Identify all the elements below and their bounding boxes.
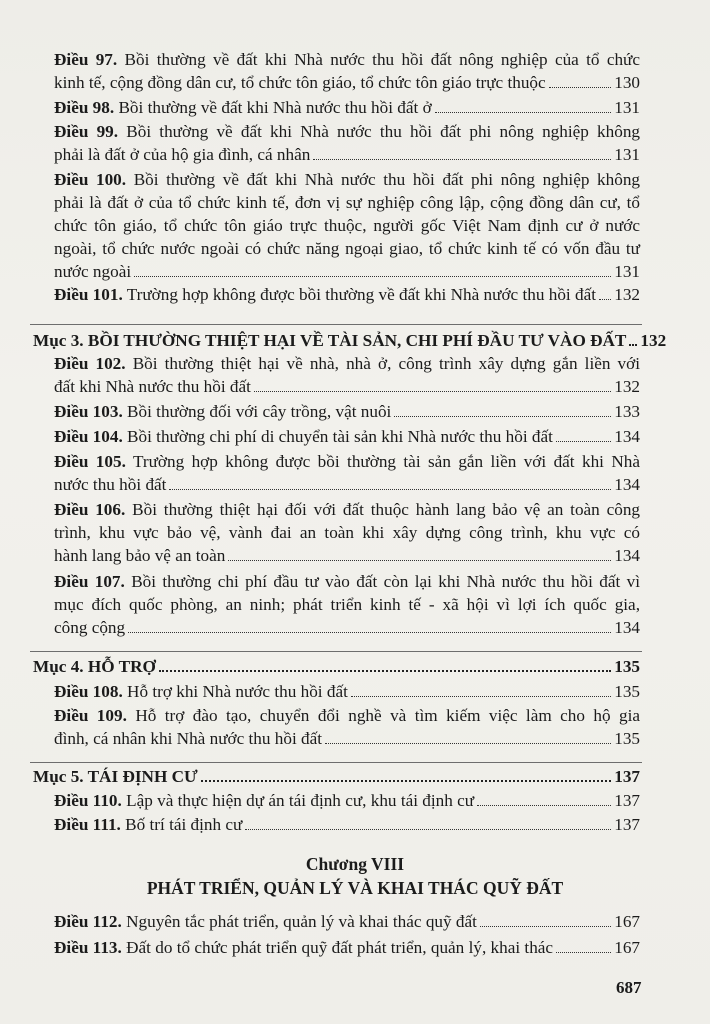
toc-entry-text: Hỗ trợ khi Nhà nước thu hồi đất xyxy=(127,682,348,701)
toc-entry-last-line xyxy=(54,616,640,639)
toc-entry-text: Bồi thường chi phí đầu tư vào đất còn lại khi Nhà nước thu hồi đất vì xyxy=(131,572,641,591)
section-divider xyxy=(30,651,642,652)
toc-entry-text-line xyxy=(54,521,640,544)
toc-page-ref: 167 xyxy=(614,938,640,957)
toc-entry-text: Bố trí tái định cư xyxy=(125,815,243,834)
toc-entry[interactable] xyxy=(54,936,640,959)
dot-leader xyxy=(480,911,611,927)
toc-entry-text-line xyxy=(54,570,640,593)
toc-entry-text: trình, khu vực bảo vệ, vành đai an toàn khi xây dựng công trình, khu vực có xyxy=(54,523,640,542)
toc-entry[interactable] xyxy=(54,910,640,933)
toc-entry-text: Bồi thường về đất khi Nhà nước thu hồi đất nông nghiệp của tổ chức xyxy=(124,50,641,69)
toc-entry-text: Đất do tổ chức phát triển quỹ đất phát triển, quản lý, khai thác xyxy=(126,938,554,957)
section-title: Mục 3. BỒI THƯỜNG THIỆT HẠI VỀ TÀI SẢN, CHI PHÍ ĐẦU TƯ VÀO ĐẤT xyxy=(33,331,627,350)
toc-entry-text-line xyxy=(54,237,640,260)
toc-page-ref: 130 xyxy=(614,73,640,92)
chapter-number: Chương VIII xyxy=(305,854,405,874)
section-divider xyxy=(30,762,642,763)
dot-leader xyxy=(435,97,612,113)
toc-entry-text-line xyxy=(54,168,640,191)
toc-entry[interactable] xyxy=(54,425,640,448)
article-number: Điều 108. xyxy=(54,682,123,701)
toc-page-ref: 137 xyxy=(614,815,640,834)
section-heading[interactable] xyxy=(33,655,640,678)
toc-entry-text: Lập và thực hiện dự án tái định cư, khu tái định cư xyxy=(126,791,475,810)
toc-entry[interactable] xyxy=(54,498,640,567)
toc-entry-text-line xyxy=(54,450,640,473)
toc-entry-last-line xyxy=(54,789,640,812)
toc-page-ref: 134 xyxy=(614,618,640,637)
section-heading[interactable] xyxy=(33,765,640,788)
toc-page-ref: 131 xyxy=(614,262,640,281)
toc-entry-text-line xyxy=(54,214,640,237)
toc-entry-last-line xyxy=(54,813,640,836)
toc-entry-text: Bồi thường chi phí di chuyển tài sản khi Nhà nước thu hồi đất xyxy=(127,427,553,446)
toc-entry-text: kinh tế, cộng đồng dân cư, tổ chức tôn giáo, tổ chức tôn giáo trực thuộc xyxy=(54,73,546,92)
dot-leader xyxy=(556,937,611,953)
dot-leader xyxy=(599,284,611,300)
section-title: Mục 5. TÁI ĐỊNH CƯ xyxy=(33,767,198,786)
toc-entry-last-line xyxy=(54,71,640,94)
chapter-title: PHÁT TRIỂN, QUẢN LÝ VÀ KHAI THÁC QUỸ ĐẤT xyxy=(146,878,564,898)
article-number: Điều 109. xyxy=(54,706,127,725)
toc-entry[interactable] xyxy=(54,450,640,496)
toc-page-ref: 137 xyxy=(614,791,640,810)
toc-entry[interactable] xyxy=(54,400,640,423)
toc-page-ref: 137 xyxy=(614,767,640,786)
toc-entry-last-line xyxy=(54,143,640,166)
article-number: Điều 101. xyxy=(54,285,123,304)
toc-entry-text: chức tôn giáo, tổ chức tôn giáo trực thuộc, người gốc Việt Nam định cư ở nước xyxy=(54,216,640,235)
toc-entry-text: ngoài, tổ chức nước ngoài có chức năng ngoại giao, tổ chức kinh tế có vốn đầu tư xyxy=(54,239,640,258)
toc-entry-text: Bồi thường về đất khi Nhà nước thu hồi đất phi nông nghiệp không xyxy=(126,122,641,141)
toc-page-ref: 135 xyxy=(614,729,640,748)
toc-entry-text-line xyxy=(54,498,640,521)
dot-leader xyxy=(325,728,611,744)
toc-entry-text: Bồi thường thiệt hại đối với đất thuộc hành lang bảo vệ an toàn công xyxy=(132,500,641,519)
toc-entry-text: nước ngoài xyxy=(54,262,132,281)
dot-leader xyxy=(169,474,611,490)
toc-entry-text: công cộng xyxy=(54,618,126,637)
dot-leader xyxy=(549,72,612,88)
dot-leader xyxy=(254,376,611,392)
section-title: Mục 4. HỖ TRỢ xyxy=(33,657,156,676)
article-number: Điều 103. xyxy=(54,402,123,421)
toc-entry-text: Nguyên tắc phát triển, quản lý và khai thác quỹ đất xyxy=(126,912,477,931)
toc-page-ref: 132 xyxy=(640,331,667,350)
dot-leader xyxy=(629,329,637,346)
article-number: Điều 113. xyxy=(54,938,122,957)
toc-entry-last-line xyxy=(54,473,640,496)
toc-page-ref: 134 xyxy=(614,546,640,565)
dot-leader xyxy=(556,426,611,442)
toc-entry[interactable] xyxy=(54,704,640,750)
toc-entry-last-line xyxy=(54,910,640,933)
page-number: 687 xyxy=(616,978,642,997)
toc-entry-last-line xyxy=(54,680,640,703)
article-number: Điều 110. xyxy=(54,791,122,810)
toc-entry-text: nước thu hồi đất xyxy=(54,475,167,494)
dot-leader xyxy=(228,545,611,561)
toc-entry-last-line xyxy=(54,283,640,306)
toc-entry-text: Hỗ trợ đào tạo, chuyển đổi nghề và tìm kiếm việc làm cho hộ gia xyxy=(135,706,641,725)
toc-entry-last-line xyxy=(54,96,640,119)
toc-entry-text: Trường hợp không được bồi thường về đất khi Nhà nước thu hồi đất xyxy=(126,285,596,304)
article-number: Điều 102. xyxy=(54,354,126,373)
toc-page-ref: 167 xyxy=(614,912,640,931)
toc-entry-last-line xyxy=(54,260,640,283)
toc-entry-last-line xyxy=(54,936,640,959)
toc-entry-last-line xyxy=(54,375,640,398)
toc-entry-text-line xyxy=(54,704,640,727)
toc-entry[interactable] xyxy=(54,789,640,812)
toc-page-ref: 135 xyxy=(614,682,640,701)
toc-entry[interactable] xyxy=(54,680,640,703)
toc-entry-text: đất khi Nhà nước thu hồi đất xyxy=(54,377,251,396)
toc-page-ref: 132 xyxy=(614,377,640,396)
article-number: Điều 104. xyxy=(54,427,123,446)
dot-leader xyxy=(477,790,611,806)
toc-entry[interactable] xyxy=(54,120,640,166)
dot-leader xyxy=(245,814,611,830)
article-number: Điều 98. xyxy=(54,98,115,117)
toc-entry[interactable] xyxy=(54,352,640,398)
dot-leader xyxy=(159,655,611,672)
toc-entry[interactable] xyxy=(54,96,640,119)
toc-entry-last-line xyxy=(54,425,640,448)
toc-entry[interactable] xyxy=(54,283,640,306)
toc-entry-text: Trường hợp không được bồi thường tài sản gắn liền với đất khi Nhà xyxy=(132,452,640,471)
section-divider xyxy=(30,324,642,325)
article-number: Điều 107. xyxy=(54,572,125,591)
toc-entry-last-line xyxy=(54,727,640,750)
toc-entry-text: hành lang bảo vệ an toàn xyxy=(54,546,226,565)
article-number: Điều 105. xyxy=(54,452,126,471)
toc-entry-last-line xyxy=(54,400,640,423)
toc-page-ref: 131 xyxy=(614,145,640,164)
toc-page-ref: 134 xyxy=(614,427,640,446)
toc-entry-text-line xyxy=(54,48,640,71)
dot-leader xyxy=(201,765,612,782)
toc-page-ref: 135 xyxy=(614,657,640,676)
toc-entry[interactable] xyxy=(54,570,640,639)
toc-entry-text: Bồi thường về đất khi Nhà nước thu hồi đất phi nông nghiệp không xyxy=(133,170,641,189)
article-number: Điều 97. xyxy=(54,50,118,69)
article-number: Điều 106. xyxy=(54,500,126,519)
toc-entry-text: phải là đất ở của tổ chức kinh tế, đơn vị sự nghiệp công lập, cộng đồng dân cư, tổ xyxy=(54,193,640,212)
toc-entry-text: Bồi thường đối với cây trồng, vật nuôi xyxy=(127,402,392,421)
toc-entry[interactable] xyxy=(54,813,640,836)
toc-page-ref: 131 xyxy=(614,98,640,117)
dot-leader xyxy=(351,681,611,697)
toc-page-ref: 133 xyxy=(614,402,640,421)
toc-entry-text: Bồi thường về đất khi Nhà nước thu hồi đất ở xyxy=(118,98,432,117)
toc-entry-text-line xyxy=(54,120,640,143)
dot-leader xyxy=(128,617,611,633)
toc-entry-text: đình, cá nhân khi Nhà nước thu hồi đất xyxy=(54,729,323,748)
toc-entry-text-line xyxy=(54,191,640,214)
article-number: Điều 100. xyxy=(54,170,127,189)
toc-entry-text-line xyxy=(54,593,640,616)
toc-entry[interactable] xyxy=(54,168,640,283)
article-number: Điều 99. xyxy=(54,122,119,141)
dot-leader xyxy=(394,401,611,417)
toc-entry[interactable] xyxy=(54,48,640,94)
toc-entry-last-line xyxy=(54,544,640,567)
toc-entry-text-line xyxy=(54,352,640,375)
toc-page-ref: 134 xyxy=(614,475,640,494)
toc-entry-text: Bồi thường thiệt hại về nhà, nhà ở, công trình xây dựng gắn liền với xyxy=(132,354,641,373)
section-heading[interactable] xyxy=(33,329,667,352)
dot-leader xyxy=(134,261,611,277)
toc-page-ref: 132 xyxy=(614,285,640,304)
toc-entry-text: phải là đất ở của hộ gia đình, cá nhân xyxy=(54,145,311,164)
article-number: Điều 111. xyxy=(54,815,121,834)
dot-leader xyxy=(313,144,611,160)
toc-entry-text: mục đích quốc phòng, an ninh; phát triển kinh tế - xã hội vì lợi ích quốc gia, xyxy=(54,595,640,614)
article-number: Điều 112. xyxy=(54,912,122,931)
